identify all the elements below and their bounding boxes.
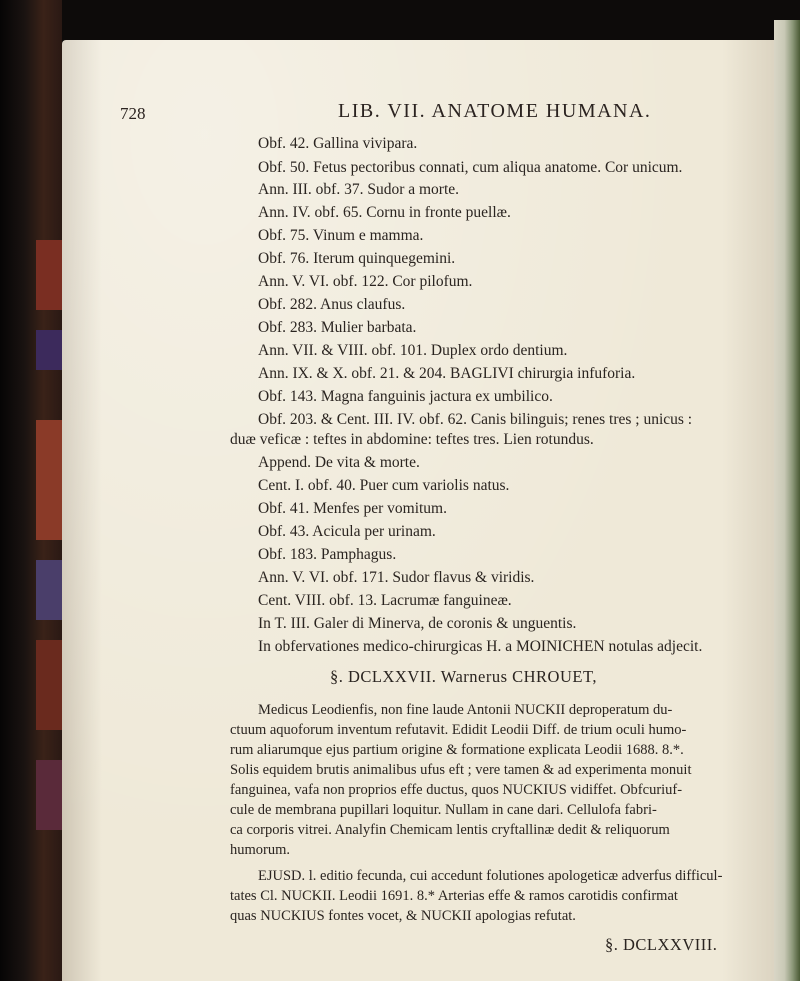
entry-line: Obf. 43. Acicula per urinam.: [258, 523, 436, 540]
paragraph-line: Medicus Leodienfis, non fine laude Antonii NUCKII deproperatum du-: [258, 702, 673, 718]
entry-line: Cent. VIII. obf. 13. Lacrumæ fanguineæ.: [258, 592, 512, 609]
spine-marker: [36, 560, 62, 620]
entry-line: Ann. V. VI. obf. 171. Sudor flavus & viridis.: [258, 569, 535, 586]
spine-marker: [36, 330, 62, 370]
paragraph-line: Solis equidem brutis animalibus ufus eft ; vere tamen & ad experimenta monuit: [230, 762, 692, 778]
entry-line: Ann. V. VI. obf. 122. Cor pilofum.: [258, 273, 473, 290]
entry-line: Obf. 183. Pamphagus.: [258, 546, 397, 563]
entry-line: Obf. 42. Gallina vivipara.: [258, 135, 418, 152]
paragraph-line: EJUSD. l. editio fecunda, cui accedunt folutiones apologeticæ adverfus difficul-: [258, 868, 723, 884]
paragraph-line: cule de membrana pupillari loquitur. Nullam in cane dari. Cellulofa fabri-: [230, 802, 657, 818]
paragraph-line: quas NUCKIUS fontes vocet, & NUCKII apologias refutat.: [230, 908, 576, 924]
entry-line: Ann. IX. & X. obf. 21. & 204. BAGLIVI chirurgia infuforia.: [258, 365, 636, 382]
running-head: LIB. VII. ANATOME HUMANA.: [338, 100, 652, 122]
paragraph-line: ca corporis vitrei. Analyfin Chemicam lentis cryftallinæ dedit & reliquorum: [230, 822, 670, 838]
spine-marker: [36, 240, 62, 310]
entry-line: Obf. 41. Menfes per vomitum.: [258, 500, 447, 517]
spine-marker: [36, 760, 62, 830]
entry-line: Obf. 282. Anus claufus.: [258, 296, 406, 313]
entry-line: Ann. VII. & VIII. obf. 101. Duplex ordo dentium.: [258, 342, 568, 359]
entry-line: duæ veficæ : teftes in abdomine: teftes tres. Lien rotundus.: [230, 431, 594, 448]
spine-marker: [36, 420, 62, 540]
paragraph-line: humorum.: [230, 842, 291, 858]
entry-line: Obf. 50. Fetus pectoribus connati, cum aliqua anatome. Cor unicum.: [258, 159, 683, 176]
entry-line: Obf. 143. Magna fanguinis jactura ex umbilico.: [258, 388, 553, 405]
entry-line: Obf. 203. & Cent. III. IV. obf. 62. Canis bilinguis; renes tres ; unicus :: [258, 411, 693, 428]
spine-marker: [36, 640, 62, 730]
entry-line: Append. De vita & morte.: [258, 454, 420, 471]
section-title: §. DCLXXVII. Warnerus CHROUET,: [330, 667, 597, 686]
entry-line: Ann. III. obf. 37. Sudor a morte.: [258, 181, 460, 198]
entry-line: Obf. 76. Iterum quinquegemini.: [258, 250, 456, 267]
entry-line: Obf. 283. Mulier barbata.: [258, 319, 417, 336]
entry-line: In obfervationes medico-chirurgicas H. a MOINICHEN notulas adjecit.: [258, 638, 703, 655]
paragraph-line: fanguinea, vafa non proprios effe ductus, quos NUCKIUS vidiffet. Obfcuriuf-: [230, 782, 683, 798]
entry-line: In T. III. Galer di Minerva, de coronis & unguentis.: [258, 615, 577, 632]
paragraph-line: rum aliarumque ejus partium origine & formatione explicata Leodii 1688. 8.*.: [230, 742, 684, 758]
paragraph-line: tates Cl. NUCKII. Leodii 1691. 8.* Arterias effe & ramos carotidis confirmat: [230, 888, 678, 904]
page-edge-right: [774, 20, 800, 981]
book-spine-left: [0, 0, 62, 981]
page-number: 728: [120, 104, 146, 123]
entry-line: Ann. IV. obf. 65. Cornu in fronte puellæ.: [258, 204, 511, 221]
paragraph-line: ctuum aquoforum inventum refutavit. Edidit Leodii Diff. de trium oculi humo-: [230, 722, 687, 738]
entry-line: Cent. I. obf. 40. Puer cum variolis natus.: [258, 477, 510, 494]
entry-line: Obf. 75. Vinum e mamma.: [258, 227, 424, 244]
catchword: §. DCLXXVIII.: [605, 935, 718, 954]
page-header: [0, 100, 800, 124]
